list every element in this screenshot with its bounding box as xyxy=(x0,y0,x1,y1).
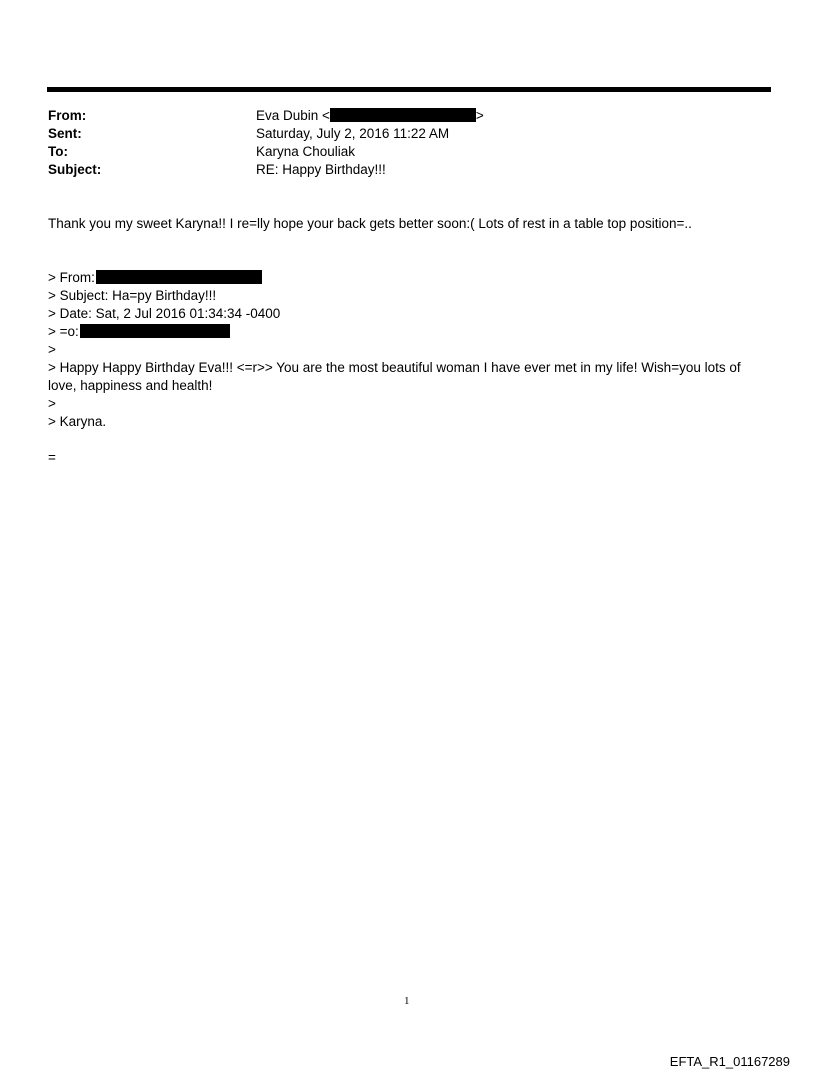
from-value xyxy=(256,107,484,125)
quoted-from xyxy=(48,269,262,287)
redaction-box xyxy=(96,270,262,284)
quoted-to-label: > =o: xyxy=(48,324,79,339)
to-value: Karyna Chouliak xyxy=(256,144,356,159)
sent-value: Saturday, July 2, 2016 11:22 AM xyxy=(256,126,450,141)
subject-label: Subject: xyxy=(48,162,102,177)
header-rule xyxy=(47,87,771,92)
quoted-signature: > Karyna. xyxy=(48,414,107,429)
from-label: From: xyxy=(48,108,87,123)
quoted-message-line: > Happy Happy Birthday Eva!!! <=r>> You are the most beautiful woman I have ever met in my life! Wish=you lots of xyxy=(48,360,741,375)
redaction-box xyxy=(330,108,476,122)
quoted-subject: > Subject: Ha=py Birthday!!! xyxy=(48,288,217,303)
quoted-message-line: love, happiness and health! xyxy=(48,378,213,393)
from-end: > xyxy=(475,108,484,123)
redaction-box xyxy=(80,324,230,338)
quoted-date: > Date: Sat, 2 Jul 2016 01:34:34 -0400 xyxy=(48,306,281,321)
document-id: EFTA_R1_01167289 xyxy=(669,1054,790,1069)
sent-label: Sent: xyxy=(48,126,82,141)
quoted-from-label: > From: xyxy=(48,270,95,285)
quoted-to xyxy=(48,323,230,341)
quoted-blank: > xyxy=(48,396,56,411)
from-name: Eva Dubin < xyxy=(256,108,330,123)
quoted-blank: > xyxy=(48,342,56,357)
trailer-text: = xyxy=(48,450,56,465)
to-label: To: xyxy=(48,144,68,159)
reply-text: Thank you my sweet Karyna!! I re=lly hope your back gets better soon:( Lots of rest in a table top position=.. xyxy=(48,216,692,231)
page-number: 1 xyxy=(404,995,410,1007)
subject-value: RE: Happy Birthday!!! xyxy=(256,162,386,177)
